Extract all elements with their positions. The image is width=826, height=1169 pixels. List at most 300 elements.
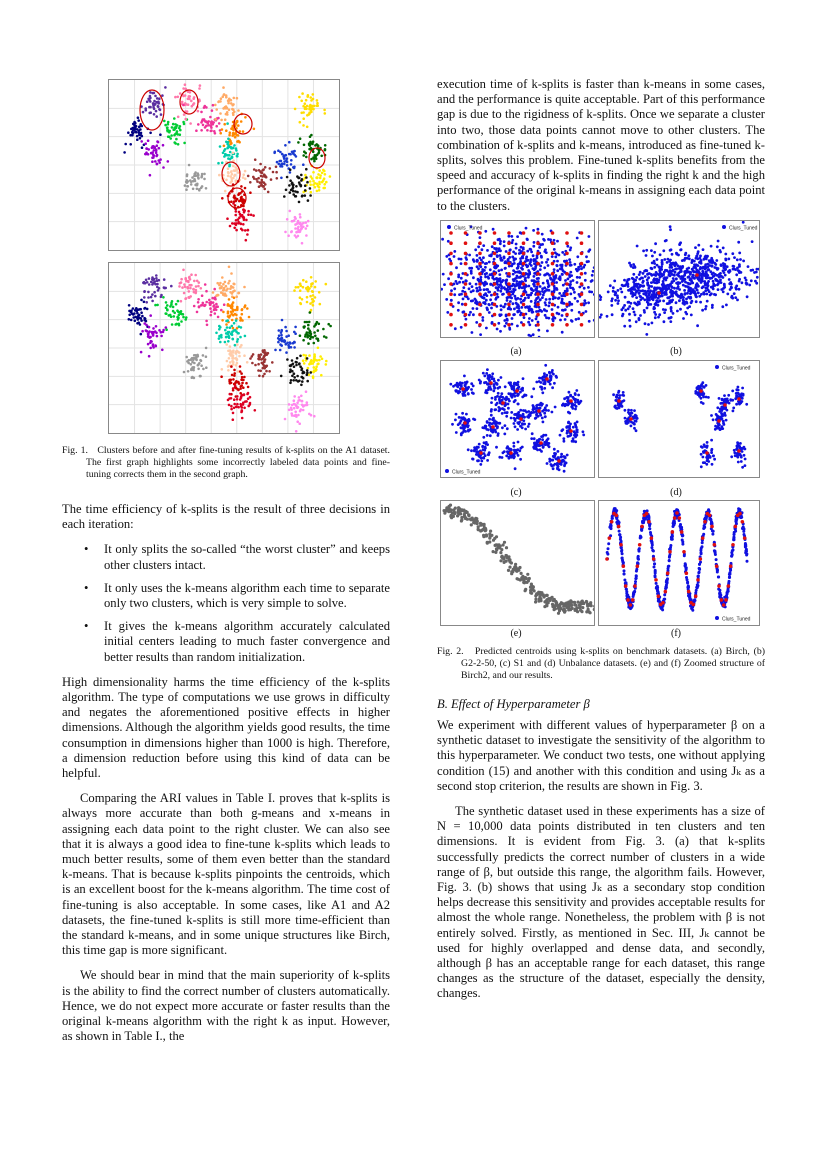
data-point <box>253 177 256 180</box>
data-point <box>647 287 650 290</box>
data-point <box>493 537 496 540</box>
data-point <box>218 328 221 331</box>
data-point <box>245 239 248 242</box>
data-point <box>541 417 544 420</box>
data-point <box>697 292 700 295</box>
data-point <box>240 372 243 375</box>
data-point <box>506 299 509 302</box>
data-point <box>237 134 240 137</box>
data-point <box>492 417 495 420</box>
data-point <box>229 151 232 154</box>
data-point <box>470 449 473 452</box>
data-point <box>145 279 148 282</box>
centroid-mark <box>449 282 453 286</box>
data-point <box>662 308 665 311</box>
data-point <box>700 384 703 387</box>
data-point <box>519 231 522 234</box>
data-point <box>694 392 697 395</box>
data-point <box>570 303 573 306</box>
data-point <box>675 290 678 293</box>
data-point <box>317 339 320 342</box>
data-point <box>745 403 748 406</box>
data-point <box>235 350 238 353</box>
data-point <box>628 319 631 322</box>
data-point <box>325 283 328 286</box>
data-point <box>443 283 446 286</box>
data-point <box>254 409 257 412</box>
data-point <box>236 120 239 123</box>
data-point <box>147 98 150 101</box>
data-point <box>738 280 741 283</box>
data-point <box>576 300 579 303</box>
centroid-mark <box>565 262 569 266</box>
data-point <box>541 391 544 394</box>
data-point <box>525 256 528 259</box>
data-point <box>286 218 289 221</box>
data-point <box>172 123 175 126</box>
data-point <box>632 307 635 310</box>
data-point <box>241 417 244 420</box>
data-point <box>524 577 527 580</box>
data-point <box>202 302 205 305</box>
data-point <box>691 275 694 278</box>
data-point <box>320 374 323 377</box>
data-point <box>560 456 563 459</box>
data-point <box>228 134 231 137</box>
data-point <box>543 291 546 294</box>
data-point <box>312 294 315 297</box>
data-point <box>280 163 283 166</box>
data-point <box>713 293 716 296</box>
data-point <box>232 301 235 304</box>
data-point <box>184 118 187 121</box>
data-point <box>309 183 312 186</box>
data-point <box>315 337 318 340</box>
data-point <box>717 288 720 291</box>
data-point <box>501 426 504 429</box>
data-point <box>292 190 295 193</box>
centroid-mark <box>507 282 511 286</box>
data-point <box>513 308 516 311</box>
data-point <box>154 160 157 163</box>
data-point <box>305 234 308 237</box>
data-point <box>564 318 567 321</box>
data-point <box>509 296 512 299</box>
data-point <box>311 177 314 180</box>
data-point <box>175 138 178 141</box>
data-point <box>295 286 298 289</box>
data-point <box>309 187 312 190</box>
data-point <box>542 282 545 285</box>
data-point <box>503 286 506 289</box>
data-point <box>148 283 151 286</box>
data-point <box>314 296 317 299</box>
data-point <box>317 173 320 176</box>
legend-marker <box>722 225 726 229</box>
data-point <box>652 279 655 282</box>
centroid-mark <box>551 292 555 296</box>
data-point <box>676 294 679 297</box>
data-point <box>200 111 203 114</box>
data-point <box>462 310 465 313</box>
data-point <box>307 220 310 223</box>
data-point <box>537 321 540 324</box>
data-point <box>587 301 590 304</box>
data-point <box>231 338 234 341</box>
data-point <box>505 315 508 318</box>
data-point <box>155 277 158 280</box>
data-point <box>526 415 529 418</box>
data-point <box>504 303 507 306</box>
data-point <box>225 179 228 182</box>
data-point <box>152 282 155 285</box>
data-point <box>276 177 279 180</box>
data-point <box>536 256 539 259</box>
data-point <box>744 464 747 467</box>
centroid-mark <box>705 451 709 455</box>
data-point <box>479 236 482 239</box>
data-point <box>288 141 291 144</box>
data-point <box>683 300 686 303</box>
data-point <box>309 104 312 107</box>
data-point <box>304 102 307 105</box>
data-point <box>668 302 671 305</box>
data-point <box>578 286 581 289</box>
data-point <box>722 247 725 250</box>
data-point <box>533 437 536 440</box>
data-point <box>643 309 646 312</box>
data-point <box>475 287 478 290</box>
data-point <box>233 297 236 300</box>
data-point <box>228 109 231 112</box>
data-point <box>501 399 504 402</box>
data-point <box>621 284 624 287</box>
data-point <box>563 470 566 473</box>
data-point <box>448 258 451 261</box>
data-point <box>677 274 680 277</box>
data-point <box>509 560 512 563</box>
data-point <box>285 189 288 192</box>
data-point <box>467 297 470 300</box>
fig2-plot-c <box>441 361 594 477</box>
data-point <box>149 347 152 350</box>
data-point <box>318 181 321 184</box>
data-point <box>454 389 457 392</box>
data-point <box>736 299 739 302</box>
data-point <box>549 374 552 377</box>
data-point <box>285 343 288 346</box>
data-point <box>497 289 500 292</box>
data-point <box>227 167 230 170</box>
data-point <box>739 453 742 456</box>
data-point <box>519 275 522 278</box>
data-point <box>235 364 238 367</box>
data-point <box>696 252 699 255</box>
data-point <box>217 117 220 120</box>
data-point <box>607 291 610 294</box>
data-point <box>321 181 324 184</box>
fig2-panel-e <box>440 500 595 626</box>
data-point <box>259 356 262 359</box>
data-point <box>470 272 473 275</box>
data-point <box>128 314 131 317</box>
data-point <box>716 283 719 286</box>
data-point <box>242 176 245 179</box>
centroid-mark <box>536 241 540 245</box>
data-point <box>532 229 535 232</box>
data-point <box>684 293 687 296</box>
data-point <box>642 285 645 288</box>
data-point <box>263 373 266 376</box>
data-point <box>151 331 154 334</box>
data-point <box>182 269 185 272</box>
data-point <box>484 302 487 305</box>
data-point <box>307 327 310 330</box>
data-point <box>175 323 178 326</box>
data-point <box>226 113 229 116</box>
data-point <box>635 296 638 299</box>
data-point <box>293 399 296 402</box>
data-point <box>164 124 167 127</box>
data-point <box>467 392 470 395</box>
data-point <box>724 258 727 261</box>
data-point <box>671 295 674 298</box>
centroid-mark <box>536 282 540 286</box>
data-point <box>173 315 176 318</box>
centroid-mark <box>464 262 468 266</box>
data-point <box>318 291 321 294</box>
data-point <box>610 304 613 307</box>
data-point <box>213 130 216 133</box>
data-point <box>733 292 736 295</box>
data-point <box>302 409 305 412</box>
data-point <box>510 456 513 459</box>
data-point <box>660 268 663 271</box>
data-point <box>614 399 617 402</box>
data-point <box>195 129 198 132</box>
data-point <box>316 154 319 157</box>
data-point <box>546 330 549 333</box>
data-point <box>172 306 175 309</box>
data-point <box>553 239 556 242</box>
data-point <box>559 319 562 322</box>
data-point <box>274 349 277 352</box>
data-point <box>710 245 713 248</box>
data-point <box>527 321 530 324</box>
data-point <box>232 418 235 421</box>
data-point <box>543 266 546 269</box>
data-point <box>705 287 708 290</box>
data-point <box>152 327 155 330</box>
centroid-mark <box>522 252 526 256</box>
data-point <box>240 396 243 399</box>
data-point <box>197 368 200 371</box>
data-point <box>170 303 173 306</box>
data-point <box>564 403 567 406</box>
data-point <box>199 375 202 378</box>
data-point <box>240 228 243 231</box>
data-point <box>316 102 319 105</box>
data-point <box>216 294 219 297</box>
data-point <box>724 398 727 401</box>
data-point <box>240 378 243 381</box>
data-point <box>651 267 654 270</box>
data-point <box>277 341 280 344</box>
data-point <box>645 333 648 336</box>
data-point <box>669 259 672 262</box>
data-point <box>231 360 234 363</box>
data-point <box>480 276 483 279</box>
data-point <box>299 410 302 413</box>
data-point <box>486 368 489 371</box>
data-point <box>574 401 577 404</box>
data-point <box>538 403 541 406</box>
data-point <box>260 353 263 356</box>
data-point <box>568 412 571 415</box>
data-point <box>512 279 515 282</box>
data-point <box>305 176 308 179</box>
data-point <box>678 288 681 291</box>
data-point <box>676 287 679 290</box>
data-point <box>501 259 504 262</box>
data-point <box>146 330 149 333</box>
data-point <box>301 195 304 198</box>
data-point <box>577 317 580 320</box>
data-point <box>229 326 232 329</box>
data-point <box>220 309 223 312</box>
data-point <box>215 303 218 306</box>
data-point <box>623 325 626 328</box>
data-point <box>707 268 710 271</box>
data-point <box>476 260 479 263</box>
data-point <box>516 416 519 419</box>
data-point <box>289 171 292 174</box>
data-point <box>599 316 602 319</box>
data-point <box>219 341 222 344</box>
data-point <box>236 358 239 361</box>
data-point <box>229 361 232 364</box>
data-point <box>309 96 312 99</box>
data-point <box>499 277 502 280</box>
data-point <box>572 288 575 291</box>
data-point <box>227 102 230 105</box>
data-point <box>148 277 151 280</box>
data-point <box>178 311 181 314</box>
data-point <box>231 173 234 176</box>
data-point <box>327 323 330 326</box>
data-point <box>223 94 226 97</box>
data-point <box>507 307 510 310</box>
data-point <box>517 454 520 457</box>
data-point <box>570 309 573 312</box>
data-point <box>703 445 706 448</box>
data-point <box>455 413 458 416</box>
data-point <box>461 290 464 293</box>
data-point <box>734 454 737 457</box>
data-point <box>142 111 145 114</box>
data-point <box>720 425 723 428</box>
centroid-mark <box>478 313 482 317</box>
data-point <box>249 396 252 399</box>
data-point <box>288 184 291 187</box>
data-point <box>467 513 470 516</box>
data-point <box>255 178 258 181</box>
data-point <box>484 266 487 269</box>
data-point <box>313 356 316 359</box>
data-point <box>290 159 293 162</box>
data-point <box>240 326 243 329</box>
data-point <box>652 291 655 294</box>
data-point <box>442 273 445 276</box>
data-point <box>705 463 708 466</box>
data-point <box>180 278 183 281</box>
data-point <box>319 303 322 306</box>
data-point <box>704 308 707 311</box>
data-point <box>306 126 309 129</box>
data-point <box>531 279 534 282</box>
data-point <box>491 245 494 248</box>
data-point <box>720 263 723 266</box>
data-point <box>709 270 712 273</box>
data-point <box>317 362 320 365</box>
data-point <box>638 273 641 276</box>
data-point <box>251 355 254 358</box>
data-point <box>231 222 234 225</box>
data-point <box>588 320 591 323</box>
data-point <box>504 279 507 282</box>
data-point <box>155 274 158 277</box>
data-point <box>189 284 192 287</box>
data-point <box>459 512 462 515</box>
data-point <box>230 272 233 275</box>
data-point <box>519 458 522 461</box>
data-point <box>205 355 208 358</box>
data-point <box>502 558 505 561</box>
data-point <box>585 255 588 258</box>
data-point <box>159 133 162 136</box>
data-point <box>460 326 463 329</box>
data-point <box>544 314 547 317</box>
data-point <box>289 371 292 374</box>
data-point <box>709 261 712 264</box>
data-point <box>678 299 681 302</box>
data-point <box>157 105 160 108</box>
data-point <box>229 351 232 354</box>
data-point <box>234 344 237 347</box>
data-point <box>472 392 475 395</box>
data-point <box>183 142 186 145</box>
data-point <box>624 309 627 312</box>
data-point <box>232 283 235 286</box>
data-point <box>139 123 142 126</box>
data-point <box>166 130 169 133</box>
data-point <box>284 231 287 234</box>
data-point <box>310 191 313 194</box>
data-point <box>669 317 672 320</box>
data-point <box>544 301 547 304</box>
data-point <box>503 450 506 453</box>
data-point <box>245 219 248 222</box>
data-point <box>475 283 478 286</box>
data-point <box>719 402 722 405</box>
data-point <box>496 283 499 286</box>
data-point <box>303 144 306 147</box>
data-point <box>497 238 500 241</box>
data-point <box>540 450 543 453</box>
data-point <box>612 286 615 289</box>
centroid-mark <box>545 377 549 381</box>
data-point <box>164 86 167 89</box>
